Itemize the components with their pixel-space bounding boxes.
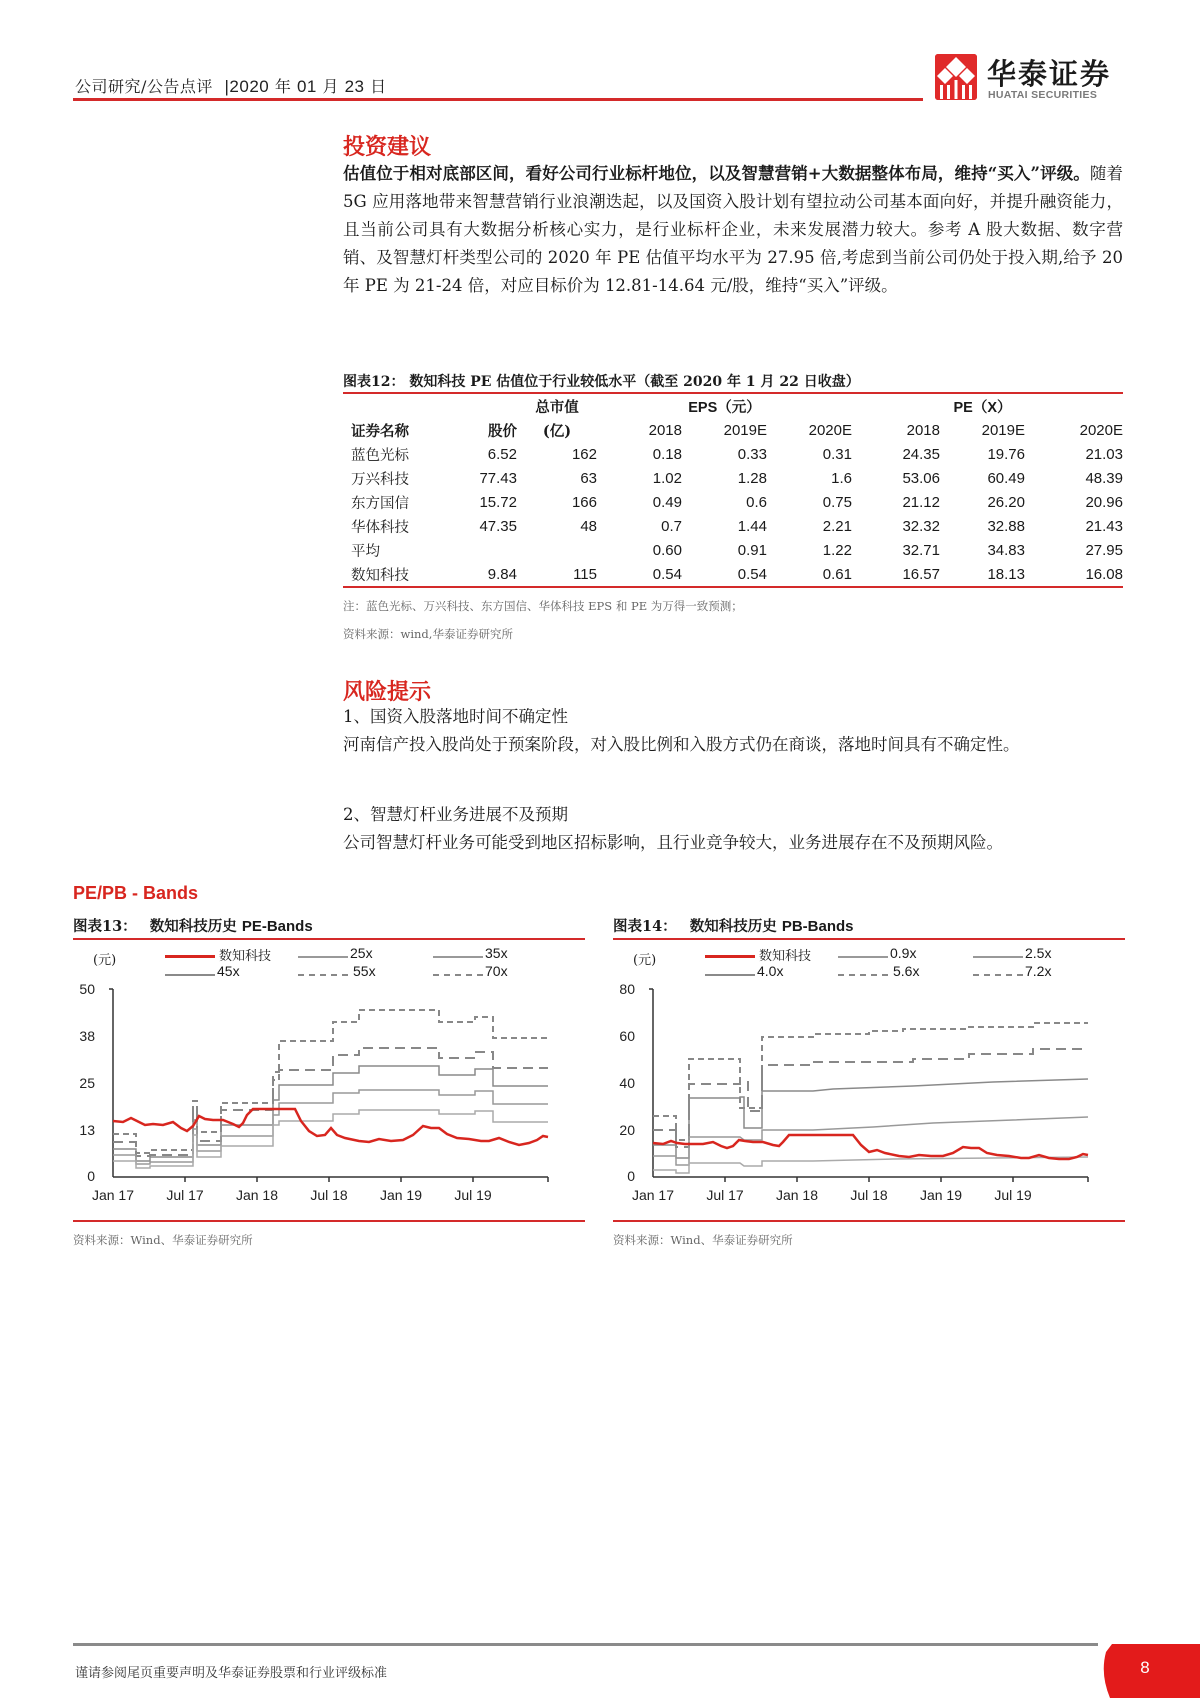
legend-swatch <box>433 956 483 958</box>
cell-pe-2018: 16.57 <box>902 565 940 583</box>
cell-eps-2019e: 0.33 <box>737 445 767 463</box>
cell-name: 数知科技 <box>351 567 409 584</box>
cell-eps-2020e: 0.31 <box>822 445 852 463</box>
cell-price: 77.43 <box>479 469 517 487</box>
date-year: 2020 <box>229 77 270 96</box>
legend-label: 4.0x <box>757 963 784 979</box>
logo-text-cn: 华泰证券 <box>987 57 1112 91</box>
investment-paragraph <box>343 160 1123 300</box>
cell-price: 6.52 <box>487 445 517 463</box>
pe-chart-bottom-rule <box>73 1220 585 1222</box>
y-tick: 80 <box>619 981 635 997</box>
legend-label: 0.9x <box>890 945 917 961</box>
x-tick: Jul 18 <box>850 1187 888 1203</box>
pb-chart-title-cn: 数知科技历史 <box>689 918 777 935</box>
x-tick: Jan 17 <box>91 1187 135 1203</box>
cell-pe-2018: 32.32 <box>902 517 940 535</box>
y-tick: 60 <box>619 1028 635 1044</box>
header-mktcap-top: 总市值 <box>535 398 579 416</box>
table-row-average <box>343 538 1123 562</box>
x-tick: Jan 17 <box>631 1187 675 1203</box>
cell-mktcap: 115 <box>573 565 597 583</box>
legend-label: 45x <box>217 963 240 979</box>
col-header-eps-2020e: 2020E <box>808 421 852 439</box>
cell-eps-2020e: 1.22 <box>822 541 852 559</box>
cell-eps-2020e: 0.75 <box>822 493 852 511</box>
col-header-pe-2019e: 2019E <box>981 421 1025 439</box>
date-day-unit: 日 <box>370 77 387 96</box>
cell-pe-2020e: 48.39 <box>1085 469 1123 487</box>
col-header-mktcap: (亿) <box>542 422 572 440</box>
legend-swatch-stock <box>705 955 755 958</box>
pb-chart-title-en: PB-Bands <box>781 918 854 935</box>
cell-eps-2020e: 1.6 <box>831 469 852 487</box>
pe-bands-plot <box>73 975 585 1205</box>
legend-swatch-stock <box>165 955 215 958</box>
cell-eps-2018: 0.54 <box>652 565 682 583</box>
cell-eps-2019e: 0.54 <box>737 565 767 583</box>
cell-name: 蓝色光标 <box>351 447 409 464</box>
table-caption-text: 数知科技 PE 估值位于行业较低水平（截至 2020 年 1 月 22 日收盘） <box>409 374 860 390</box>
cell-name: 东方国信 <box>351 495 409 512</box>
col-header-pe-2020e: 2020E <box>1079 421 1123 439</box>
x-tick: Jul 19 <box>454 1187 492 1203</box>
legend-label: 5.6x <box>893 963 920 979</box>
report-category: 公司研究/公告点评 <box>75 77 213 96</box>
y-tick: 0 <box>87 1168 95 1184</box>
investment-title: 投资建议 <box>343 134 432 160</box>
cell-eps-2018: 0.60 <box>652 541 682 559</box>
cell-pe-2019e: 34.83 <box>987 541 1025 559</box>
risk-item-2-body: 公司智慧灯杆业务可能受到地区招标影响，且行业竞争较大，业务进展存在不及预期风险。 <box>343 833 1003 852</box>
risk-item-1 <box>343 703 1123 759</box>
report-header <box>75 74 387 97</box>
legend-label: 70x <box>485 963 508 979</box>
pb-chart-source: 资料来源：Wind、华泰证券研究所 <box>613 1233 793 1247</box>
legend-label: 数知科技 <box>759 949 812 964</box>
cell-eps-2019e: 0.6 <box>746 493 767 511</box>
x-tick: Jul 17 <box>706 1187 744 1203</box>
y-tick: 50 <box>79 981 95 997</box>
cell-pe-2020e: 21.43 <box>1085 517 1123 535</box>
footer-disclaimer: 谨请参阅尾页重要声明及华泰证券股票和行业评级标准 <box>75 1666 388 1681</box>
x-tick: Jan 18 <box>235 1187 279 1203</box>
legend-label: 35x <box>485 945 508 961</box>
cell-name: 平均 <box>351 543 380 560</box>
page-number-tab <box>1090 1644 1200 1698</box>
legend-label: 55x <box>353 963 376 979</box>
pe-chart-source: 资料来源：Wind、华泰证券研究所 <box>73 1233 253 1247</box>
pe-chart-label: 图表13： <box>73 918 137 935</box>
x-tick: Jan 19 <box>919 1187 963 1203</box>
cell-eps-2020e: 2.21 <box>822 517 852 535</box>
pb-chart-top-rule <box>613 938 1125 940</box>
y-tick: 20 <box>619 1122 635 1138</box>
pe-chart-unit: (元) <box>93 953 117 968</box>
header-pe-group: PE（X） <box>953 399 1012 416</box>
cell-price: 15.72 <box>479 493 517 511</box>
legend-label: 数知科技 <box>219 949 272 964</box>
cell-mktcap: 63 <box>580 469 597 487</box>
pb-bands-chart <box>613 975 1125 1205</box>
cell-eps-2018: 0.49 <box>652 493 682 511</box>
cell-pe-2019e: 32.88 <box>987 517 1025 535</box>
y-tick: 40 <box>619 1075 635 1091</box>
cell-price: 9.84 <box>487 565 517 583</box>
date-month: 01 <box>296 77 317 96</box>
cell-price <box>439 538 517 562</box>
col-header-pe-2018: 2018 <box>906 421 940 439</box>
huatai-logo <box>935 52 1130 104</box>
legend-label: 25x <box>350 945 373 961</box>
risk-item-1-body: 河南信产投入股尚处于预案阶段，对入股比例和入股方式仍在商谈，落地时间具有不确定性。 <box>343 735 1020 754</box>
cell-name: 万兴科技 <box>351 471 409 488</box>
date-year-unit: 年 <box>274 77 292 96</box>
col-header-eps-2019e: 2019E <box>723 421 767 439</box>
cell-mktcap <box>517 538 597 562</box>
col-header-name: 证券名称 <box>351 422 409 440</box>
y-tick: 0 <box>627 1168 635 1184</box>
pb-chart-label: 图表14： <box>613 918 677 935</box>
pe-chart-top-rule <box>73 938 585 940</box>
risk-item-1-title: 1、国资入股落地时间不确定性 <box>343 707 568 726</box>
legend-swatch <box>838 956 888 958</box>
huatai-logo-mark-icon <box>935 54 977 100</box>
pb-chart-caption <box>613 915 854 936</box>
cell-eps-2018: 0.18 <box>652 445 682 463</box>
x-tick: Jan 18 <box>775 1187 819 1203</box>
cell-eps-2018: 1.02 <box>652 469 682 487</box>
table-note: 注：蓝色光标、万兴科技、东方国信、华体科技 EPS 和 PE 为万得一致预测； <box>343 599 743 613</box>
cell-eps-2019e: 1.44 <box>737 517 767 535</box>
cell-eps-2019e: 1.28 <box>737 469 767 487</box>
x-tick: Jan 19 <box>379 1187 423 1203</box>
cell-eps-2019e: 0.91 <box>737 541 767 559</box>
investment-lead: 估值位于相对底部区间，看好公司行业标杆地位，以及智慧营销+大数据整体布局，维持“买入”评级。 <box>343 164 1090 183</box>
cell-pe-2019e: 19.76 <box>987 445 1025 463</box>
table-caption <box>343 371 860 391</box>
bands-section-title: PE/PB - Bands <box>73 883 199 903</box>
header-eps-group: EPS（元） <box>688 399 761 416</box>
table-row <box>343 514 1123 538</box>
footer-divider <box>73 1643 1098 1646</box>
x-tick: Jul 19 <box>994 1187 1032 1203</box>
table-row <box>343 490 1123 514</box>
header-divider <box>73 98 923 101</box>
cell-pe-2018: 32.71 <box>902 541 940 559</box>
table-row <box>343 442 1123 466</box>
cell-pe-2019e: 60.49 <box>987 469 1025 487</box>
pe-chart-title-en: PE-Bands <box>241 918 313 935</box>
header-separator: | <box>224 77 230 96</box>
y-tick: 13 <box>79 1122 95 1138</box>
cell-pe-2020e: 20.96 <box>1085 493 1123 511</box>
cell-pe-2020e: 21.03 <box>1085 445 1123 463</box>
pb-bands-plot <box>613 975 1125 1205</box>
cell-pe-2018: 53.06 <box>902 469 940 487</box>
table-caption-label: 图表12： <box>343 374 405 390</box>
cell-pe-2019e: 18.13 <box>987 565 1025 583</box>
cell-eps-2020e: 0.61 <box>822 565 852 583</box>
risk-item-2 <box>343 801 1123 857</box>
legend-swatch <box>973 956 1023 958</box>
col-header-price: 股价 <box>488 422 517 440</box>
risk-title: 风险提示 <box>343 679 432 705</box>
cell-mktcap: 166 <box>571 493 597 511</box>
cell-pe-2019e: 26.20 <box>987 493 1025 511</box>
table-row <box>343 466 1123 490</box>
x-tick: Jul 18 <box>310 1187 348 1203</box>
logo-text-en: HUATAI SECURITIES <box>988 89 1098 101</box>
table-row-subject <box>343 562 1123 586</box>
legend-swatch <box>298 956 348 958</box>
cell-mktcap: 162 <box>571 445 597 463</box>
pe-bands-chart <box>73 975 585 1205</box>
cell-pe-2020e: 16.08 <box>1085 565 1123 583</box>
cell-price: 47.35 <box>479 517 517 535</box>
cell-name: 华体科技 <box>351 519 409 536</box>
table-header-row <box>343 418 1123 442</box>
cell-mktcap: 48 <box>580 517 597 535</box>
investment-body: 随着 5G 应用落地带来智慧营销行业浪潮迭起，以及国资入股计划有望拉动公司基本面向好，并提升融资能力，且当前公司具有大数据分析核心实力，是行业标杆企业，未来发展潜力较大。参考 A 股大数据、数字营销、及智慧灯杆类型公司的 2020 年 PE 估值平均水平为 27.95 倍,考虑到当前公司仍处于投入期,给予 20 年 PE 为 21-24 倍，对应目标价为 12.81-14.64 元/股，维持“买入”评级。 <box>343 164 1124 295</box>
cell-pe-2018: 21.12 <box>902 493 940 511</box>
cell-eps-2018: 0.7 <box>661 517 682 535</box>
date-day: 23 <box>344 77 365 96</box>
legend-label: 2.5x <box>1025 945 1052 961</box>
date-month-unit: 月 <box>322 77 339 96</box>
page-number: 8 <box>1140 1658 1150 1677</box>
pb-chart-bottom-rule <box>613 1220 1125 1222</box>
pe-chart-title-cn: 数知科技历史 <box>149 918 237 935</box>
cell-pe-2018: 24.35 <box>902 445 940 463</box>
table-source: 资料来源：wind,华泰证券研究所 <box>343 627 513 641</box>
table-bottom-rule <box>343 586 1123 588</box>
pb-chart-unit: (元) <box>633 953 657 968</box>
legend-label: 7.2x <box>1025 963 1052 979</box>
y-tick: 25 <box>79 1075 95 1091</box>
col-header-eps-2018: 2018 <box>648 421 682 439</box>
cell-pe-2020e: 27.95 <box>1085 541 1123 559</box>
risk-item-2-title: 2、智慧灯杆业务进展不及预期 <box>343 805 568 824</box>
valuation-table <box>343 394 1123 586</box>
x-tick: Jul 17 <box>166 1187 204 1203</box>
pe-chart-caption <box>73 915 313 936</box>
y-tick: 38 <box>79 1028 95 1044</box>
table-group-header-row <box>343 394 1123 418</box>
